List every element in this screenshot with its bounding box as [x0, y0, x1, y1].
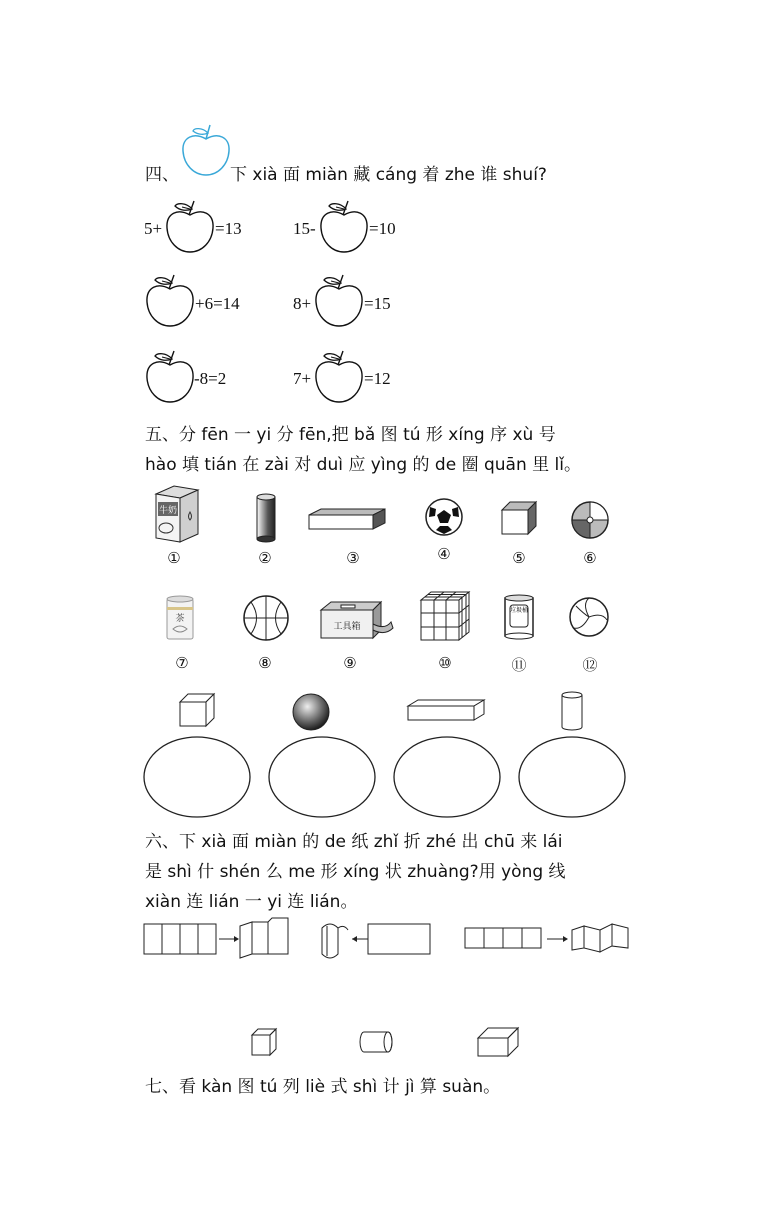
four-small-panel-paper: [465, 928, 541, 948]
box-cuboid-shape[interactable]: [478, 1028, 518, 1056]
number-label: ⑤: [512, 549, 526, 567]
arrow-right-icon: [547, 936, 568, 942]
section4-title: 下 xià 面 miàn 藏 cáng 着 zhe 谁 shuí?: [230, 165, 547, 185]
section6-title-line1: 六、下 xià 面 miàn 的 de 纸 zhǐ 折 zhé 出 chū 来 lái: [145, 832, 563, 852]
number-label: ⑦: [175, 654, 189, 672]
equation-2-right: =10: [369, 219, 396, 238]
equation-6-right: =12: [364, 369, 391, 388]
number-label: ⑫: [582, 656, 598, 674]
number-label: ③: [346, 549, 360, 567]
curled-cylinder-shape: [322, 924, 348, 958]
equation-1-left: 5+: [144, 219, 163, 238]
horizontal-cylinder-shape[interactable]: [360, 1032, 392, 1052]
section6-title-line2: 是 shì 什 shén 么 me 形 xíng 状 zhuàng?用 yòng 线: [145, 862, 566, 882]
arrow-right-icon: [219, 936, 239, 942]
trash-label: 垃圾桶: [509, 607, 529, 614]
number-label: ⑨: [343, 654, 357, 672]
milk-label: 牛奶: [158, 506, 178, 516]
equation-3-right: +6=14: [195, 294, 240, 313]
number-label: ⑧: [258, 654, 272, 672]
number-label: ⑩: [438, 654, 452, 672]
section5-title-line2: hào 填 tián 在 zài 对 duì 应 yìng 的 de 圈 quān 里 lǐ。: [145, 455, 581, 475]
small-cube-shape[interactable]: [252, 1029, 276, 1055]
rectangle-paper: [368, 924, 430, 954]
equation-4-left: 8+: [293, 294, 312, 313]
equation-4-right: =15: [364, 294, 391, 313]
four-panel-paper: [144, 924, 216, 954]
equation-5-right: -8=2: [194, 369, 227, 388]
number-label: ④: [437, 545, 451, 563]
equation-2-left: 15-: [293, 219, 316, 238]
equation-6-left: 7+: [293, 369, 312, 388]
number-label: ⑥: [583, 549, 597, 567]
number-label: ②: [258, 549, 272, 567]
number-label: ①: [167, 549, 181, 567]
toolbox-label: 工具箱: [333, 622, 361, 632]
arrow-left-icon: [352, 936, 368, 942]
tea-label: 茶: [175, 614, 185, 624]
section4-number: 四、: [145, 165, 179, 185]
folded-small-panels-shape: [572, 924, 628, 952]
section7-title: 七、看 kàn 图 tú 列 liè 式 shì 计 jì 算 suàn。: [145, 1077, 501, 1097]
section5-title-line1: 五、分 fēn 一 yi 分 fēn,把 bǎ 图 tú 形 xíng 序 xù 号: [145, 425, 556, 445]
folded-panels-shape: [240, 918, 288, 958]
number-label: ⑪: [511, 656, 527, 674]
equation-1-right: =13: [215, 219, 242, 238]
section6-title-line3: xiàn 连 lián 一 yi 连 lián。: [145, 892, 358, 912]
